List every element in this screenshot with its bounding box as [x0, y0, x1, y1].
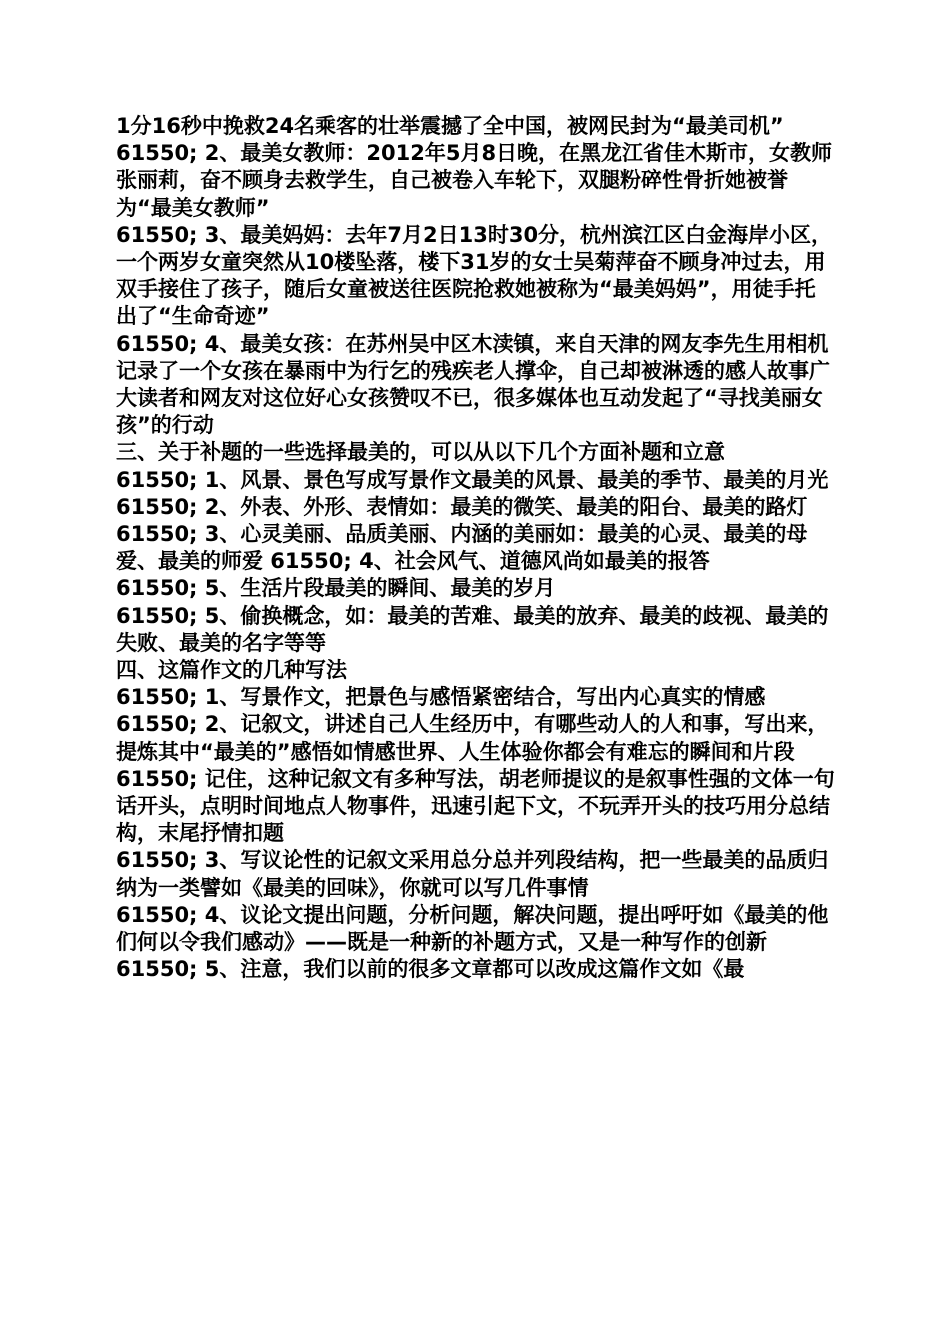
paragraph-2: 61550; 2、最美女教师：2012年5月8日晚，在黑龙江省佳木斯市，女教师张丽莉，奋不顾身去救学生，自己被卷入车轮下，双腿粉碎性骨折她被誉为“最美女教师” — [116, 141, 833, 220]
paragraph-7: 61550; 2、外表、外形、表情如：最美的微笑、最美的阳台、最美的路灯 — [116, 494, 808, 519]
paragraph-1: 1分16秒中挽救24名乘客的壮举震撼了全中国，被网民封为“最美司机” — [116, 114, 784, 138]
paragraph-9: 61550; 5、生活片段最美的瞬间、最美的岁月 — [116, 576, 556, 601]
paragraph-10: 61550; 5、偷换概念，如：最美的苦难、最美的放弃、最美的歧视、最美的失败、最美的名字等等 — [116, 603, 829, 655]
paragraph-6: 61550; 1、风景、景色写成写景作文最美的风景、最美的季节、最美的月光 — [116, 467, 829, 492]
document-body — [116, 113, 836, 984]
paragraph-4: 61550; 4、最美女孩：在苏州吴中区木渎镇，来自天津的网友李先生用相机记录了一个女孩在暴雨中为行乞的残疾老人撑伞，自己却被淋透的感人故事广大读者和网友对这位好心女孩赞叹不已，很多媒体也互动发起了“寻找美丽女孩”的行动 — [116, 331, 830, 438]
paragraph-14: 61550; 记住，这种记叙文有多种写法，胡老师提议的是叙事性强的文体一句话开头，点明时间地点人物事件，迅速引起下文，不玩弄开头的技巧用分总结构，末尾抒情扣题 — [116, 766, 835, 846]
section-heading-3: 三、关于补题的一些选择最美的，可以从以下几个方面补题和立意 — [116, 440, 725, 465]
paragraph-12: 61550; 1、写景作文，把景色与感悟紧密结合，写出内心真实的情感 — [116, 685, 766, 710]
paragraph-8: 61550; 3、心灵美丽、品质美丽、内涵的美丽如：最美的心灵、最美的母爱、最美的师爱 61550; 4、社会风气、道德风尚如最美的报答 — [116, 522, 808, 574]
paragraph-17: 61550; 5、注意，我们以前的很多文章都可以改成这篇作文如《最 — [116, 957, 745, 982]
paragraph-13: 61550; 2、记叙文，讲述自己人生经历中，有哪些动人的人和事，写出来，提炼其中“最美的”感悟如情感世界、人生体验你都会有难忘的瞬间和片段 — [116, 712, 829, 764]
paragraph-15: 61550; 3、写议论性的记叙文采用总分总并列段结构，把一些最美的品质归纳为一类譬如《最美的回味》，你就可以写几件事情 — [116, 848, 829, 900]
section-heading-4: 四、这篇作文的几种写法 — [116, 658, 347, 683]
paragraph-16: 61550; 4、议论文提出问题，分析问题，解决问题，提出呼吁如《最美的他们何以令我们感动》——既是一种新的补题方式，又是一种写作的创新 — [116, 902, 829, 955]
paragraph-3: 61550; 3、最美妈妈：去年7月2日13时30分，杭州滨江区白金海岸小区，一个两岁女童突然从10楼坠落，楼下31岁的女士吴菊萍奋不顾身冲过去，用双手接住了孩子，随后女童被送往医院抢救她被称为“最美妈妈”，用徒手托出了“生命奇迹” — [116, 222, 833, 329]
